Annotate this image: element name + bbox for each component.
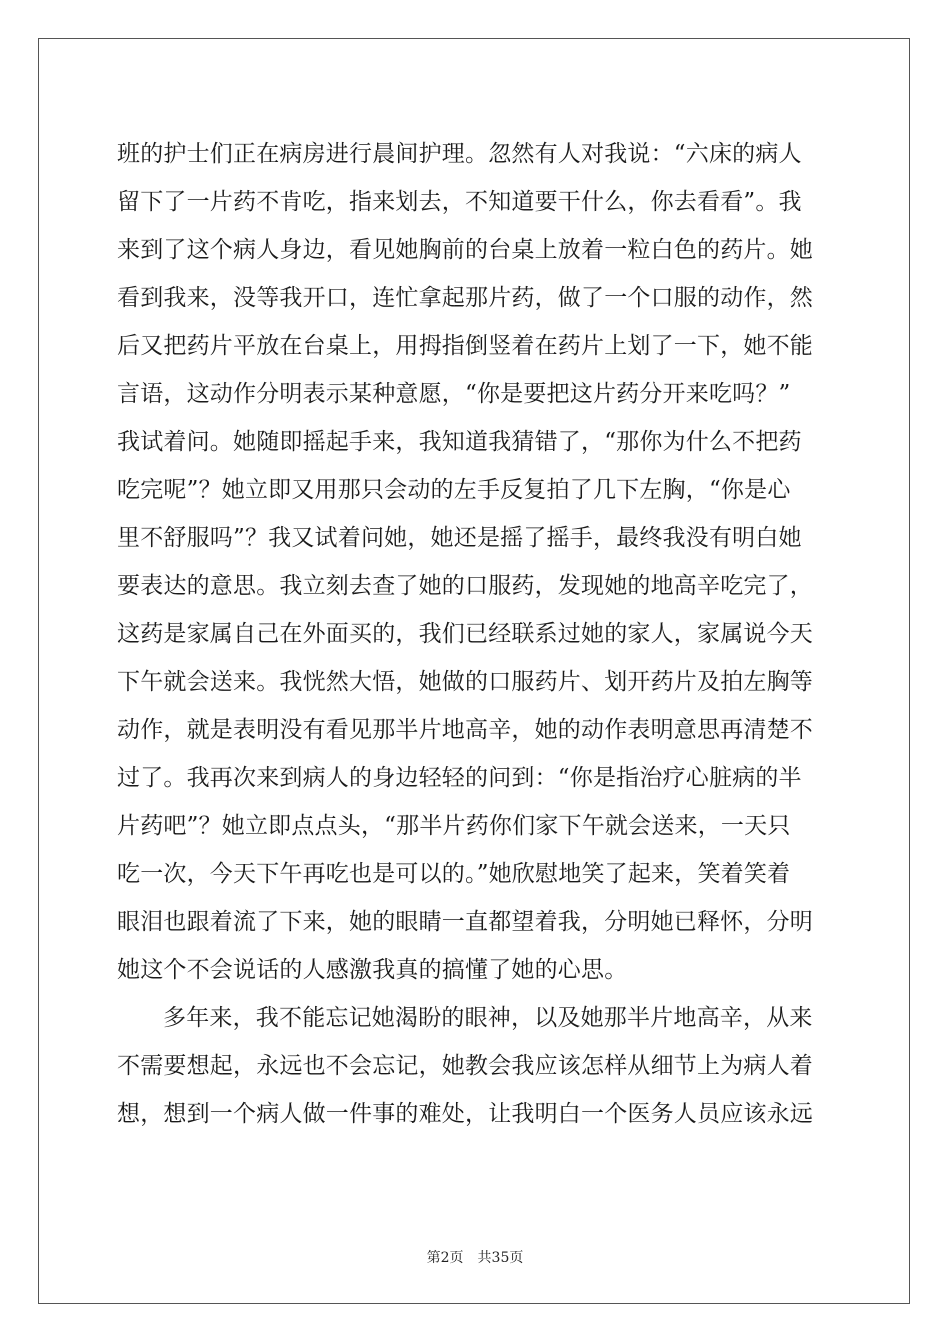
text-line: 这药是家属自己在外面买的，我们已经联系过她的家人，家属说今天 bbox=[117, 621, 813, 647]
text-line: 不需要想起，永远也不会忘记，她教会我应该怎样从细节上为病人着 bbox=[117, 1053, 813, 1079]
text-line: 吃完呢”？她立即又用那只会动的左手反复拍了几下左胸，“你是心 bbox=[117, 477, 791, 503]
paragraph-first-line: 多年来，我不能忘记她渴盼的眼神，以及她那半片地高辛，从来 bbox=[163, 1005, 813, 1031]
text-line: 要表达的意思。我立刻去查了她的口服药，发现她的地高辛吃完了， bbox=[117, 573, 813, 599]
text-line: 眼泪也跟着流了下来，她的眼睛一直都望着我，分明她已释怀，分明 bbox=[117, 909, 813, 935]
text-line: 留下了一片药不肯吃，指来划去，不知道要干什么，你去看看”。我 bbox=[117, 189, 802, 215]
text-line: 我试着问。她随即摇起手来，我知道我猜错了，“那你为什么不把药 bbox=[117, 429, 802, 455]
page-footer bbox=[0, 1249, 950, 1267]
text-line: 过了。我再次来到病人的身边轻轻的问到：“你是指治疗心脏病的半 bbox=[117, 765, 802, 791]
text-line: 里不舒服吗”？我又试着问她，她还是摇了摇手，最终我没有明白她 bbox=[117, 525, 802, 551]
text-line: 片药吧”？她立即点点头，“那半片药你们家下午就会送来，一天只 bbox=[117, 813, 791, 839]
text-line: 下午就会送来。我恍然大悟，她做的口服药片、划开药片及拍左胸等 bbox=[117, 669, 813, 695]
page-total: 共35页 bbox=[477, 1250, 524, 1266]
text-line: 言语，这动作分明表示某种意愿，“你是要把这片药分开来吃吗？” bbox=[117, 381, 791, 407]
text-line: 动作，就是表明没有看见那半片地高辛，她的动作表明意思再清楚不 bbox=[117, 717, 813, 743]
text-line: 班的护士们正在病房进行晨间护理。忽然有人对我说：“六床的病人 bbox=[117, 141, 802, 167]
document-body bbox=[117, 130, 837, 1138]
text-line: 想，想到一个病人做一件事的难处，让我明白一个医务人员应该永远 bbox=[117, 1101, 813, 1127]
page-number: 第2页 bbox=[426, 1250, 464, 1266]
text-line: 后又把药片平放在台桌上，用拇指倒竖着在药片上划了一下，她不能 bbox=[117, 333, 813, 359]
text-line: 吃一次，今天下午再吃也是可以的。”她欣慰地笑了起来，笑着笑着 bbox=[117, 861, 791, 887]
text-line: 看到我来，没等我开口，连忙拿起那片药，做了一个口服的动作，然 bbox=[117, 285, 813, 311]
text-line: 来到了这个病人身边，看见她胸前的台桌上放着一粒白色的药片。她 bbox=[117, 237, 813, 263]
text-line: 她这个不会说话的人感激我真的搞懂了她的心思。 bbox=[117, 957, 628, 983]
